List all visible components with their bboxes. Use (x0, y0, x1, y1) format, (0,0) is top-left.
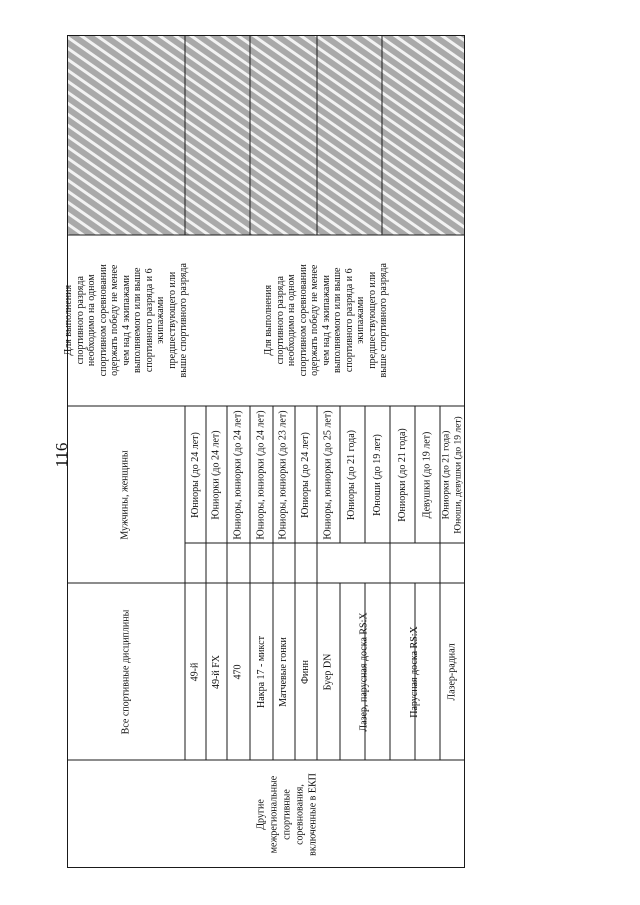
discipline-cell-radial: Лазер-радиал (446, 642, 458, 701)
group-cell-laser-a: Юниоры (до 21 года) (346, 429, 358, 520)
group-label: Другие межрегиональные спортивные соревнования, включенные в ЕКП (255, 772, 319, 856)
discipline-cell-nacra: Накра 17 - микст (255, 635, 267, 708)
discipline-cell-laser: Лазер, парусная доска RS:X (359, 611, 370, 732)
group-cell-49fx: Юниорки (до 24 лет) (210, 429, 222, 520)
shaded-area (67, 35, 465, 235)
group-cell-49: Юниоры (до 24 лет) (189, 431, 201, 518)
group-cell-laser-b: Юноши (до 19 лет) (371, 433, 383, 516)
requirement-cell-bottom: Для выполнения спортивного разряда необходимо на одном спортивном соревновании одержать победу не менее чем над 4 экипажами выполняемого или выше спортивного разряда и 6 экипажами предшествующего или выше спортивного разряда (262, 263, 389, 378)
group-cell-nacra: Юниоры, юниорки (до 24 лет) (255, 409, 267, 540)
rotated-table (62, 35, 465, 868)
page-number: 116 (52, 442, 71, 468)
group-cell-dn: Юниоры, юниорки (до 25 лет) (322, 409, 334, 540)
discipline-cell-dn: Буер DN (322, 653, 334, 690)
group-cell-radial-youth: Юноши, девушки (до 19 лет) (453, 415, 464, 534)
discipline-cell-49: 49-й (189, 662, 201, 681)
all-disciplines-header: Все спортивные дисциплины (120, 609, 131, 734)
group-cell-rsx-a: Юниорки (до 21 года) (396, 427, 408, 522)
discipline-cell-match: Матчевые гонки (278, 636, 290, 707)
group-cell-match: Юниоры, юниорки (до 23 лет) (278, 409, 290, 540)
men-women-header: Мужчины, женщины (120, 449, 131, 540)
discipline-cell-rsx: Парусная доска RS:X (409, 625, 421, 718)
group-cell-470: Юниоры, юниорки (до 24 лет) (232, 409, 244, 540)
group-cell-finn: Юниоры (до 24 лет) (300, 431, 311, 518)
requirement-cell-top: Для выполнения спортивного разряда необходимо на одном спортивном соревновании одержать победу не менее чем над 4 экипажами выполняемого или выше спортивного разряда и 6 экипажами предшествующего или выше спортивного разряда (62, 263, 189, 378)
discipline-cell-470: 470 (232, 664, 244, 679)
group-cell-rsx-b: Девушки (до 19 лет) (421, 431, 433, 518)
discipline-cell-finn: Финн (300, 659, 311, 684)
group-cell-radial-b (440, 543, 465, 583)
group-cell-radial-a: Юниорки (до 21 года) (441, 430, 452, 519)
discipline-cell-49fx: 49-й FX (210, 654, 222, 689)
